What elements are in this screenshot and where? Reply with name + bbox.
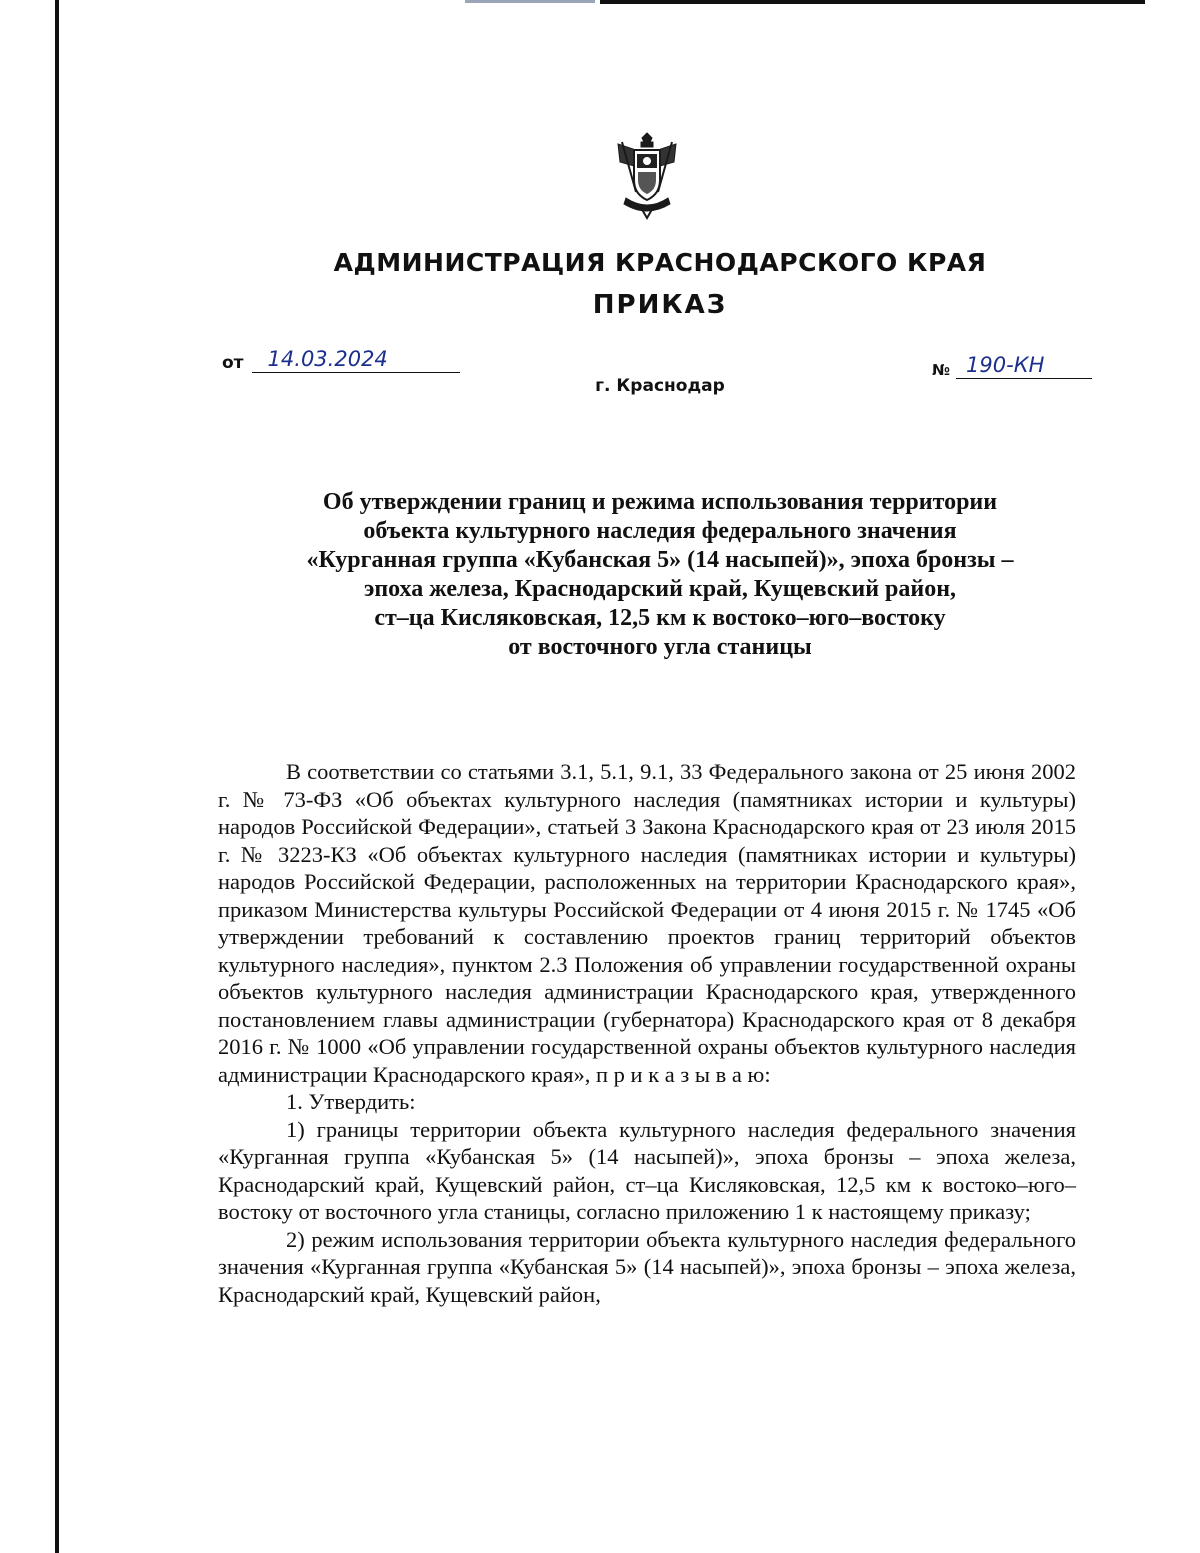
organization-title: АДМИНИСТРАЦИЯ КРАСНОДАРСКОГО КРАЯ [333,248,987,277]
preamble-paragraph: В соответствии со статьями 3.1, 5.1, 9.1, 33 Федерального закона от 25 июня 2002 г. № 73-ФЗ «Об объектах культурного наследия (памятниках истории и культуры) народов Российской Федерации», статьей 3 Закона Краснодарского края от 23 июля 2015 г. № 3223-КЗ «Об объектах культурного наследия (памятниках истории и культуры) народов Российской Федерации, расположенных на территории Краснодарского края», приказом Министерства культуры Российской Федерации от 4 июня 2015 г. № 1745 «Об утверждении требований к составлению проектов границ территорий объектов культурного наследия», пунктом 2.3 Положения об управлении государственной охраны объектов культурного наследия администрации Краснодарского края, утвержденного постановлением главы администрации (губернатора) Краснодарского края от 8 декабря 2016 г. № 1000 «Об управлении государственной охраны объектов культурного наследия администрации Краснодарского края», п р и к а з ы в а ю: [218,759,1076,1087]
document-body [218,758,1076,1308]
subject-heading [240,488,1080,662]
subject-line: объекта культурного наследия федерального значения [363,518,957,544]
number-label: № [932,361,951,379]
number-value: 190-КН [956,354,1092,379]
document-type-title: ПРИКАЗ [592,290,728,320]
subject-line: «Курганная группа «Кубанская 5» (14 насыпей)», эпоха бронзы – [306,547,1014,573]
clause-paragraph: 2) режим использования территории объекта культурного наследия федерального значения «Курганная группа «Кубанская 5» (14 насыпей)», эпоха бронзы – эпоха железа, Краснодарский край, Кущевский район, [218,1226,1076,1307]
city-label: г. Краснодар [595,376,725,396]
subject-line: от восточного угла станицы [508,634,812,660]
subject-line: Об утверждении границ и режима использования территории [322,489,998,515]
date-label: от [222,353,244,373]
date-line [222,348,460,373]
subject-line: ст–ца Кисляковская, 12,5 км к востоко–юго–востоку [374,605,946,631]
scan-left-edge [55,0,59,1553]
clause-paragraph: 1) границы территории объекта культурного наследия федерального значения «Курганная группа «Кубанская 5» (14 насыпей)», эпоха бронзы – эпоха железа, Краснодарский край, Кущевский район, ст–ца Кисляковская, 12,5 км к востоко–юго–востоку от восточного угла станицы, согласно приложению 1 к настоящему приказу; [218,1116,1076,1224]
clause-paragraph: 1. Утвердить: [286,1089,416,1114]
scan-top-bar [600,0,1145,4]
date-value: 14.03.2024 [252,348,460,373]
scan-top-bar-faint [465,0,595,3]
coat-of-arms-icon [612,132,682,220]
subject-line: эпоха железа, Краснодарский край, Кущевский район, [363,576,957,602]
